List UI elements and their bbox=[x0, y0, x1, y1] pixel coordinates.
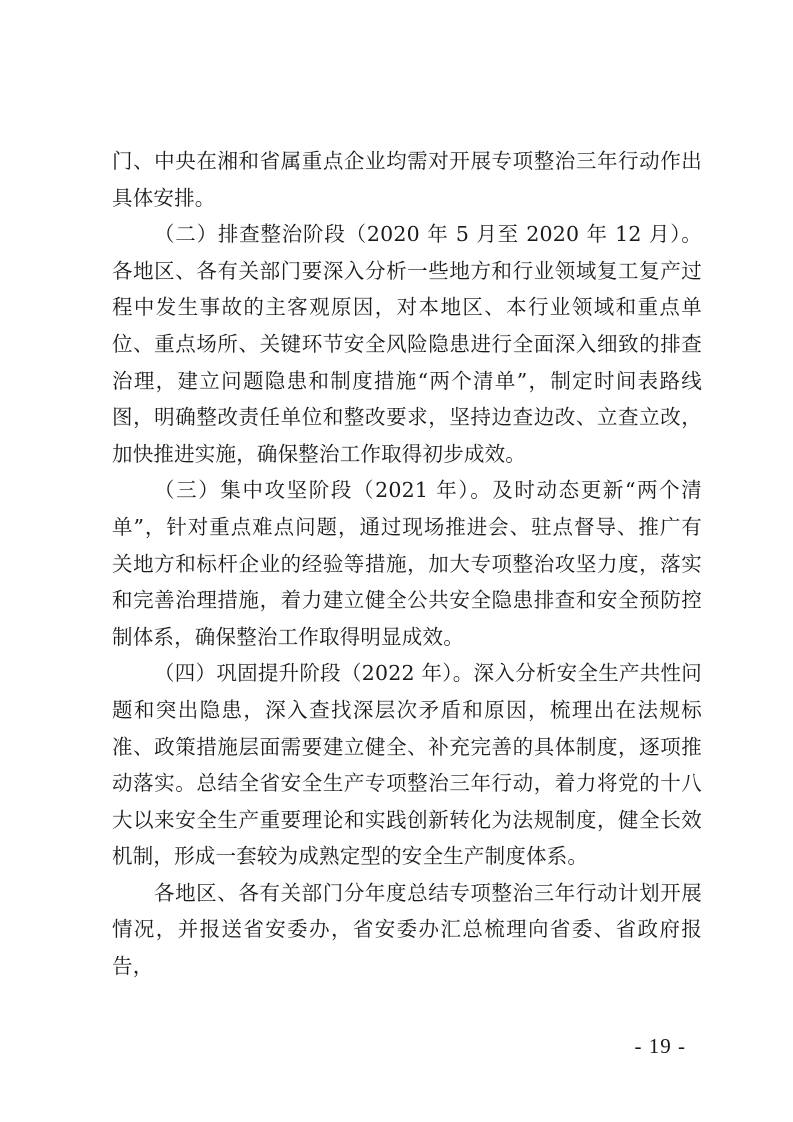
paragraph-consolidation-stage: （四）巩固提升阶段（2022 年）。深入分析安全生产共性问题和突出隐患，深入查找深层次矛盾和原因，梳理出在法规标准、政策措施层面需要建立健全、补充完善的具体制度，逐项推动落实。总结全省安全生产专项整治三年行动，着力将党的十八大以来安全生产重要理论和实践创新转化为法规制度，健全长效机制，形成一套较为成熟定型的安全生产制度体系。 bbox=[112, 661, 702, 869]
paragraph-annual-summary: 各地区、各有关部门分年度总结专项整治三年行动计划开展情况，并报送省安委办，省安委办汇总梳理向省委、省政府报告， bbox=[112, 880, 702, 979]
paragraph-concentrated-stage: （三）集中攻坚阶段（2021 年）。及时动态更新“两个清单”，针对重点难点问题，通过现场推进会、驻点督导、推广有关地方和标杆企业的经验等措施，加大专项整治攻坚力度，落实和完善治理措施，着力建立健全公共安全隐患排查和安全预防控制体系，确保整治工作取得明显成效。 bbox=[112, 478, 702, 649]
paragraph-continuation: 门、中央在湘和省属重点企业均需对开展专项整治三年行动作出具体安排。 bbox=[112, 149, 702, 210]
paragraph-investigation-stage: （二）排查整治阶段（2020 年 5 月至 2020 年 12 月）。各地区、各有关部门要深入分析一些地方和行业领域复工复产过程中发生事故的主客观原因，对本地区、本行业领域和重点单位、重点场所、关键环节安全风险隐患进行全面深入细致的排查治理，建立问题隐患和制度措施“两个清单”，制定时间表路线图，明确整改责任单位和整改要求，坚持边查边改、立查立改，加快推进实施，确保整治工作取得初步成效。 bbox=[112, 222, 702, 466]
page-number: - 19 - bbox=[634, 1034, 686, 1058]
body-text bbox=[112, 143, 702, 985]
